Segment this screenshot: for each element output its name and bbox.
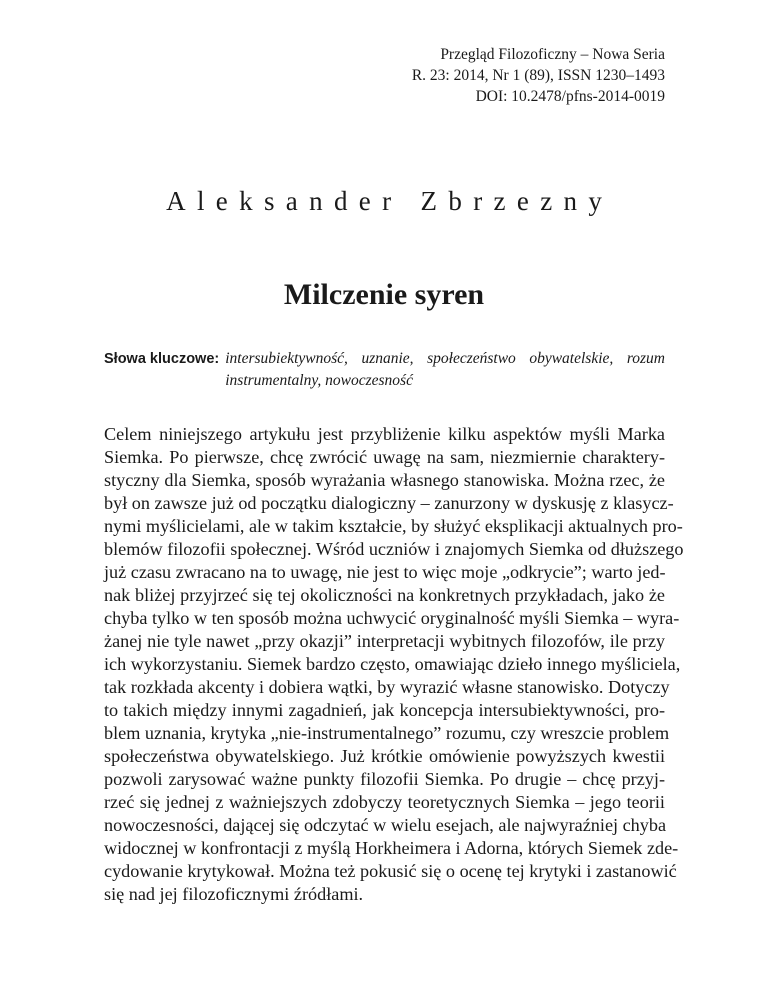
- keywords-label: Słowa kluczowe:: [104, 351, 220, 367]
- abstract-line: się nad jej filozoficznymi źródłami.: [104, 884, 364, 904]
- abstract-line: Siemka. Po pierwsze, chcę zwrócić uwagę na sam, niezmiernie charaktery-: [104, 447, 665, 467]
- abstract-line: Celem niniejszego artykułu jest przybliżenie kilku aspektów myśli Marka: [104, 424, 665, 444]
- abstract-line: styczny dla Siemka, sposób wyrażania własnego stanowiska. Można rzec, że: [104, 470, 665, 490]
- abstract-line: nowoczesności, dającej się odczytać w wielu esejach, ale najwyraźniej chyba: [104, 815, 667, 835]
- abstract-line: nymi myślicielami, ale w takim kształcie, by służyć eksplikacji aktualnych pro-: [104, 516, 683, 536]
- abstract-line: cydowanie krytykował. Można też pokusić się o ocenę tej krytyki i zastanowić: [104, 861, 677, 881]
- article-title: Milczenie syren: [283, 278, 485, 311]
- abstract-line: nak bliżej przyjrzeć się tej okoliczności na konkretnych przykładach, jako że: [104, 585, 665, 605]
- abstract-line: blem uznania, krytyka „nie-instrumentalnego” rozumu, czy wreszcie problem: [104, 723, 670, 743]
- abstract-line: widocznej w konfrontacji z myślą Horkheimera i Adorna, których Siemek zde-: [104, 838, 679, 858]
- abstract-line: to takich między innymi zagadnień, jak koncepcja intersubiektywności, pro-: [104, 700, 665, 720]
- abstract-line: pozwoli zarysować ważne punkty filozofii Siemka. Po drugie – chcę przyj-: [104, 769, 665, 789]
- journal-doi: DOI: 10.2478/pfns-2014-0019: [475, 88, 665, 105]
- keywords-list: intersubiektywność, uznanie, społeczeństwo obywatelskie, rozum instrumentalny, nowoczesność: [225, 350, 665, 389]
- abstract-line: był on zawsze już od początku dialogiczny – zanurzony w dyskusję z klasycz-: [104, 493, 674, 513]
- abstract-line: rzeć się jednej z ważniejszych zdobyczy teoretycznych Siemka – jego teorii: [104, 792, 665, 812]
- abstract-line: żanej nie tyle nawet „przy okazji” interpretacji wybitnych filozofów, ile przy: [104, 631, 665, 651]
- abstract-line: blemów filozofii społecznej. Wśród uczniów i znajomych Siemka od dłuższego: [104, 539, 684, 559]
- abstract-line: już czasu zwracano na to uwagę, nie jest to więc moje „odkrycie”; warto jed-: [104, 562, 666, 582]
- journal-header: [412, 44, 665, 107]
- abstract-line: chyba tylko w ten sposób można uchwycić oryginalność myśli Siemka – wyra-: [104, 608, 680, 628]
- abstract-line: ich wykorzystaniu. Siemek bardzo często, omawiając dzieło innego myśliciela,: [104, 654, 681, 674]
- keywords-block: [104, 348, 665, 392]
- abstract-line: społeczeństwa obywatelskiego. Już krótkie omówienie powyższych kwestii: [104, 746, 665, 766]
- journal-name: Przegląd Filozoficzny – Nowa Seria: [440, 46, 665, 63]
- abstract-line: tak rozkłada akcenty i dobiera wątki, by wyrazić własne stanowisko. Dotyczy: [104, 677, 670, 697]
- abstract-paragraph: [104, 423, 684, 906]
- journal-issue-info: R. 23: 2014, Nr 1 (89), ISSN 1230–1493: [411, 67, 665, 84]
- author-name: Aleksander Zbrzezny: [166, 186, 614, 216]
